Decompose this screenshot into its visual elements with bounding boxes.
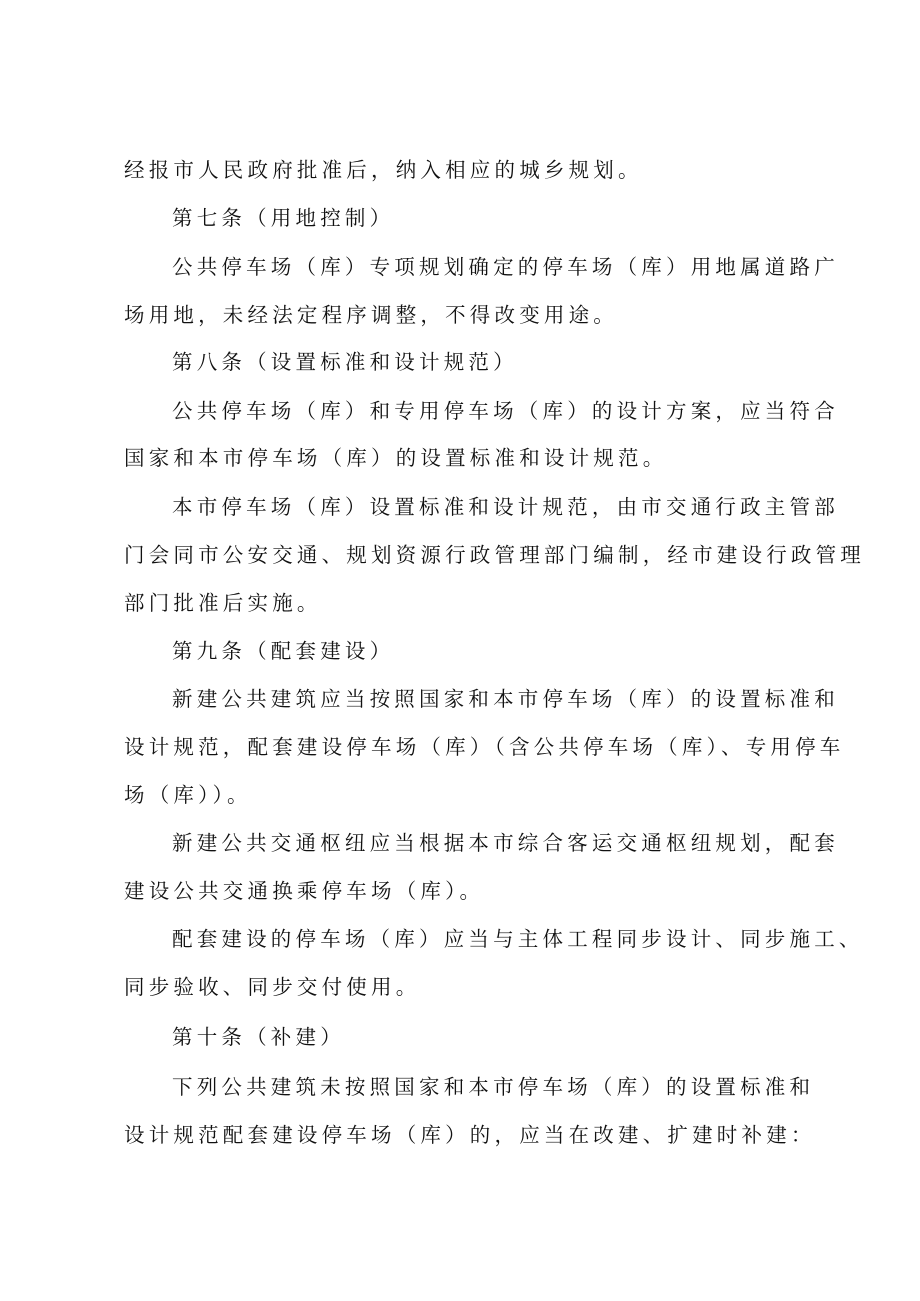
- text-line-1: 经报市人民政府批准后，纳入相应的城乡规划。: [124, 158, 643, 182]
- text-line-10: 部门批准后实施。: [124, 591, 322, 615]
- article-10-heading: 第十条（补建）: [172, 1025, 345, 1049]
- text-line-6: 公共停车场（库）和专用停车场（库）的设计方案，应当符合: [172, 399, 839, 423]
- text-line-15: 新建公共交通枢纽应当根据本市综合客运交通枢纽规划，配套: [172, 831, 839, 855]
- article-8-heading: 第八条（设置标准和设计规范）: [172, 350, 518, 374]
- text-line-21: 设计规范配套建设停车场（库）的，应当在改建、扩建时补建：: [124, 1123, 816, 1147]
- article-9-heading: 第九条（配套建设）: [172, 639, 395, 663]
- text-line-4: 场用地，未经法定程序调整，不得改变用途。: [124, 303, 618, 327]
- text-line-7: 国家和本市停车场（库）的设置标准和设计规范。: [124, 446, 668, 470]
- text-line-13: 设计规范，配套建设停车场（库）（含公共停车场（库）、专用停车: [124, 735, 845, 759]
- text-line-9: 门会同市公安交通、规划资源行政管理部门编制，经市建设行政管理: [124, 543, 865, 567]
- text-line-18: 同步验收、同步交付使用。: [124, 975, 421, 999]
- text-line-16: 建设公共交通换乘停车场（库）。: [124, 879, 485, 903]
- text-line-3: 公共停车场（库）专项规划确定的停车场（库）用地属道路广: [172, 255, 839, 279]
- text-line-20: 下列公共建筑未按照国家和本市停车场（库）的设置标准和: [172, 1075, 815, 1099]
- article-7-heading: 第七条（用地控制）: [172, 206, 395, 230]
- text-line-14: 场（库））。: [124, 783, 252, 807]
- text-line-12: 新建公共建筑应当按照国家和本市停车场（库）的设置标准和: [172, 687, 839, 711]
- text-line-8: 本市停车场（库）设置标准和设计规范，由市交通行政主管部: [172, 495, 839, 519]
- text-line-17: 配套建设的停车场（库）应当与主体工程同步设计、同步施工、: [172, 927, 864, 951]
